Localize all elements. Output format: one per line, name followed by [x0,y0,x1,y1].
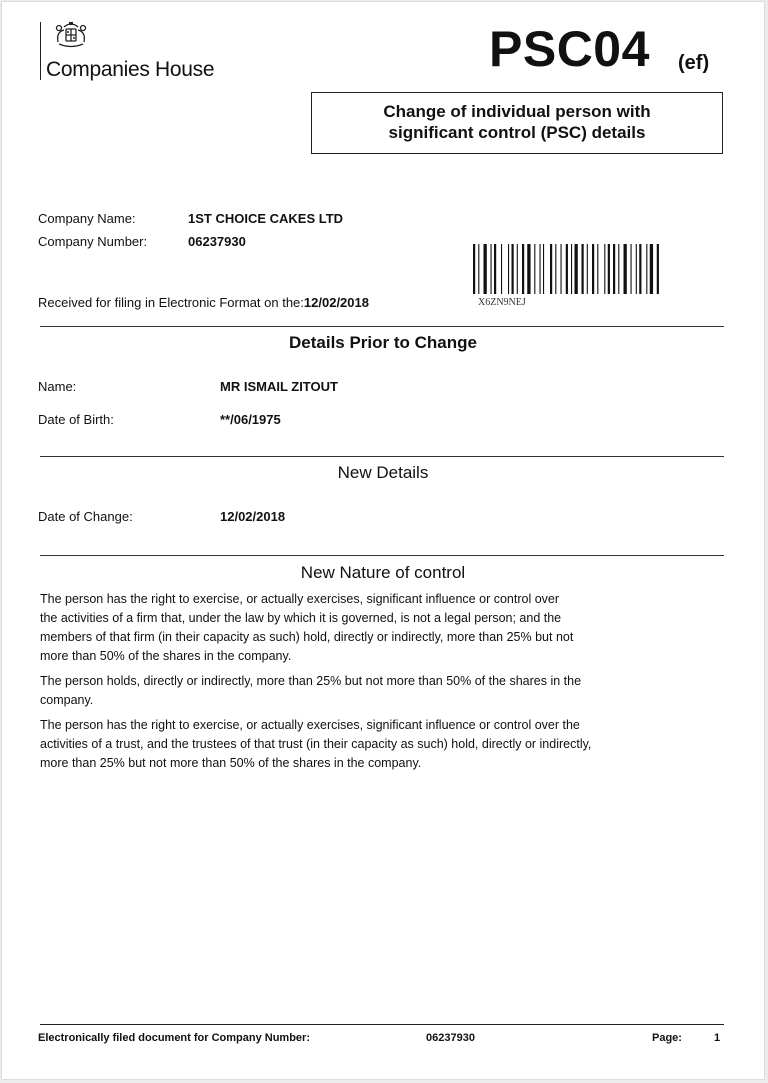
received-label: Received for filing in Electronic Format on the: [38,295,304,310]
form-code: PSC04 [489,21,650,77]
section-divider [40,456,724,457]
form-title-box [311,92,723,154]
footer-label: Electronically filed document for Company Number: [38,1032,310,1044]
footer-page-number: 1 [714,1032,721,1044]
company-number-value: 06237930 [188,234,246,249]
royal-crest-icon [50,20,92,50]
received-filing-line [38,295,369,310]
new-details-heading: New Details [337,463,429,482]
nature-paragraph-1-line: members of that firm (in their capacity as such) hold, directly or indirectly, more than 25% but not [40,630,574,644]
form-sheet [2,2,764,1079]
form-title-line-1: Change of individual person with [383,102,651,121]
company-number-label: Company Number: [38,234,148,249]
nature-paragraph-2-line: company. [40,693,94,707]
received-date: 12/02/2018 [303,295,369,310]
nature-paragraph-3-line: The person has the right to exercise, or actually exercises, significant influence or control over the [40,718,580,732]
section-divider [40,555,724,556]
prior-dob-label: Date of Birth: [38,412,114,427]
form-code-suffix: (ef) [678,52,710,74]
nature-paragraph-3-line: more than 25% but not more than 50% of the shares in the company. [40,756,422,770]
nature-paragraph-1 [40,590,730,666]
nature-paragraph-2-line: The person holds, directly or indirectly, more than 25% but not more than 50% of the shares in the [40,674,582,688]
barcode-code: X6ZN9NEJ [478,297,526,308]
org-name: Companies House [46,58,215,81]
nature-paragraph-3-line: activities of a trust, and the trustees of that trust (in their capacity as such) hold, directly or indirectly, [40,737,592,751]
prior-dob-value: **/06/1975 [220,412,281,427]
nature-paragraph-1-line: more than 50% of the shares in the company. [40,649,292,663]
nature-paragraph-3 [40,716,730,773]
prior-name-label: Name: [38,379,77,394]
prior-name-value: MR ISMAIL ZITOUT [220,379,338,394]
footer-divider [40,1024,724,1025]
footer-company-number: 06237930 [426,1032,475,1044]
nature-paragraph-1-line: the activities of a firm that, under the law by which it is governed, is not a legal person; and the [40,611,562,625]
barcode-icon [473,244,719,294]
footer-page-label: Page: [652,1032,682,1044]
company-name-value: 1ST CHOICE CAKES LTD [188,211,344,226]
details-prior-heading: Details Prior to Change [289,333,477,352]
company-name-label: Company Name: [38,211,136,226]
date-of-change-label: Date of Change: [38,509,133,524]
date-of-change-value: 12/02/2018 [220,509,286,524]
nature-paragraph-1-line: The person has the right to exercise, or actually exercises, significant influence or control over [40,592,560,606]
logo-divider [40,22,41,80]
nature-paragraph-2 [40,672,730,710]
form-title-line-2: significant control (PSC) details [388,123,646,142]
section-divider [40,326,724,327]
nature-of-control-heading: New Nature of control [300,563,466,582]
